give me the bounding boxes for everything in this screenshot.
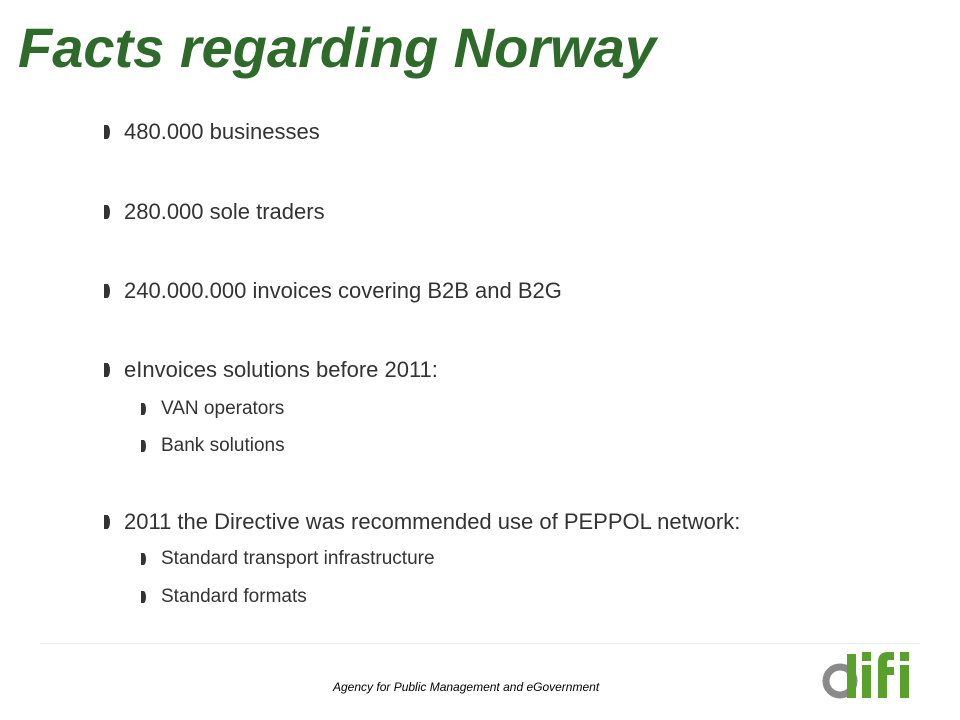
bullet-item bbox=[104, 507, 740, 537]
bullet-text: eInvoices solutions before 2011: bbox=[124, 357, 438, 382]
sub-bullet-marker-icon bbox=[141, 553, 146, 565]
bullet-marker-icon bbox=[104, 125, 110, 139]
bullet-marker-icon bbox=[104, 363, 110, 377]
slide-title: Facts regarding Norway bbox=[18, 16, 656, 79]
sub-bullet-item bbox=[141, 546, 435, 572]
footer-text: Agency for Public Management and eGovernment bbox=[333, 680, 600, 694]
sub-bullet-text: Standard transport infrastructure bbox=[161, 548, 435, 569]
sub-bullet-text: VAN operators bbox=[161, 398, 285, 419]
sub-bullet-marker-icon bbox=[141, 403, 146, 415]
sub-bullet-item bbox=[141, 584, 307, 610]
bullet-text: 240.000.000 invoices covering B2B and B2G bbox=[124, 278, 562, 303]
sub-bullet-item bbox=[141, 396, 284, 422]
bullet-item bbox=[104, 117, 320, 147]
sub-bullet-item bbox=[141, 433, 285, 459]
bullet-marker-icon bbox=[104, 284, 110, 298]
difi-logo-icon bbox=[820, 648, 916, 702]
sub-bullet-text: Standard formats bbox=[161, 586, 307, 607]
bullet-text: 480.000 businesses bbox=[124, 119, 320, 144]
bullet-item bbox=[104, 276, 562, 306]
bullet-item bbox=[104, 197, 325, 227]
bullet-item bbox=[104, 355, 438, 385]
bullet-text: 2011 the Directive was recommended use of PEPPOL network: bbox=[124, 509, 741, 534]
sub-bullet-marker-icon bbox=[141, 591, 146, 603]
sub-bullet-marker-icon bbox=[141, 440, 146, 452]
bullet-text: 280.000 sole traders bbox=[124, 199, 325, 224]
bullet-marker-icon bbox=[104, 205, 110, 219]
footer-divider bbox=[40, 643, 920, 644]
bullet-marker-icon bbox=[104, 515, 110, 529]
sub-bullet-text: Bank solutions bbox=[161, 435, 285, 456]
